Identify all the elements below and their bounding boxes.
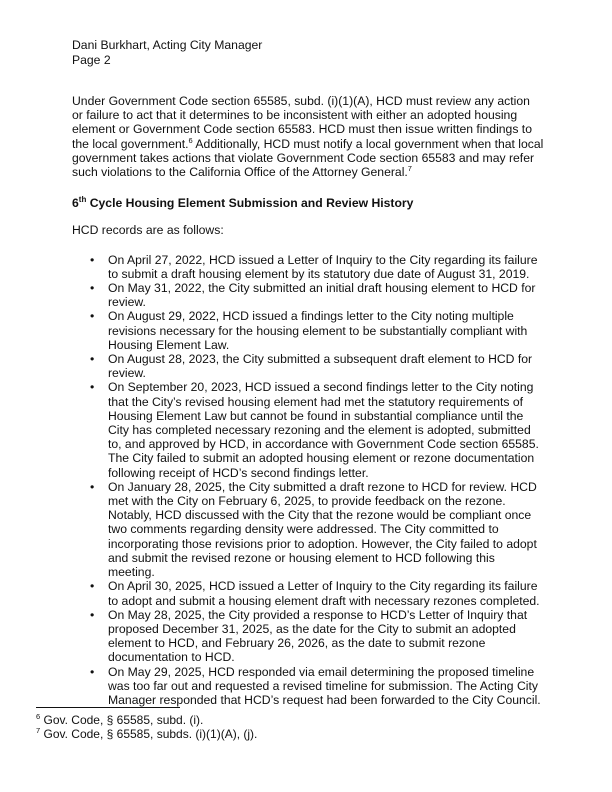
intro-paragraph-text-2: Additionally, HCD must notify a local government when that local government takes actions that violate Government Code section 65583 and may refer such violations to the California Office of the Attorney General. bbox=[72, 136, 544, 180]
list-item-text: On August 28, 2023, the City submitted a subsequent draft element to HCD for review. bbox=[108, 352, 533, 381]
list-item-text: On January 28, 2025, the City submitted a draft rezone to HCD for review. HCD met with the City on February 6, 2025, to provide feedback on the rezone. Notably, HCD discussed with the City that the rezone would be compliant once two comments regarding density were addressed. The City committed to incorporating those revisions prior to adoption. However, the City failed to adopt and submit the revised rezone or housing element to HCD following this meeting. bbox=[108, 479, 537, 580]
section-heading-number: 6 bbox=[72, 196, 79, 211]
page-header bbox=[72, 38, 262, 67]
header-page-number: Page 2 bbox=[72, 52, 111, 67]
footnotes bbox=[36, 713, 257, 741]
list-item bbox=[72, 608, 544, 665]
list-item bbox=[72, 665, 544, 708]
bullet-marker: • bbox=[90, 252, 95, 267]
section-heading-ordinal: th bbox=[78, 195, 87, 205]
footnote-number: 7 bbox=[36, 726, 41, 735]
footnote-text: Gov. Code, § 65585, subd. (i). bbox=[40, 713, 204, 727]
bullet-marker: • bbox=[90, 579, 95, 594]
history-list bbox=[72, 253, 544, 708]
list-item-text: On May 28, 2025, the City provided a response to HCD’s Letter of Inquiry that proposed December 31, 2025, as the date for the City to submit an adopted element to HCD, and February 26, 2026, as the date to submit rezone documentation to HCD. bbox=[108, 607, 528, 665]
bullet-marker: • bbox=[90, 309, 95, 324]
footnote-divider bbox=[36, 707, 180, 708]
bullet-marker: • bbox=[90, 352, 95, 367]
bullet-marker: • bbox=[90, 607, 95, 622]
list-item-text: On May 29, 2025, HCD responded via email determining the proposed timeline was too far out and requested a revised timeline for submission. The Acting City Manager responded that HCD’s request had been forwarded to the City Council. bbox=[108, 664, 541, 707]
list-item-text: On September 20, 2023, HCD issued a second findings letter to the City noting that the City’s revised housing element had met the statutory requirements of Housing Element Law but cannot be found in substantial compliance until the City has completed necessary rezoning and the element is adopted, submitted to, and approved by HCD, in accordance with Government Code section 65585. The City failed to submit an adopted housing element or rezone documentation following receipt of HCD’s second findings letter. bbox=[108, 380, 539, 480]
list-item bbox=[72, 281, 544, 309]
footnote-number: 6 bbox=[36, 712, 41, 721]
section-heading-text: Cycle Housing Element Submission and Review History bbox=[86, 196, 414, 211]
list-item bbox=[72, 352, 544, 380]
section-heading bbox=[72, 196, 544, 210]
list-item-text: On May 31, 2022, the City submitted an initial draft housing element to HCD for review. bbox=[108, 281, 536, 310]
footnote-ref-6: 6 bbox=[188, 135, 193, 145]
letter-body bbox=[72, 94, 544, 707]
intro-paragraph bbox=[72, 94, 544, 179]
list-item bbox=[72, 480, 544, 579]
list-item bbox=[72, 579, 544, 607]
list-item bbox=[72, 309, 544, 352]
footnote-text: Gov. Code, § 65585, subds. (i)(1)(A), (j). bbox=[40, 727, 258, 741]
list-item bbox=[72, 380, 544, 479]
footnote-ref-7: 7 bbox=[407, 163, 412, 173]
list-item-text: On April 30, 2025, HCD issued a Letter of Inquiry to the City regarding its failure to adopt and submit a housing element draft with necessary rezones completed. bbox=[108, 579, 540, 608]
bullet-marker: • bbox=[90, 281, 95, 296]
list-item-text: On August 29, 2022, HCD issued a findings letter to the City noting multiple revisions necessary for the housing element to be substantially compliant with Housing Element Law. bbox=[108, 309, 528, 352]
bullet-marker: • bbox=[90, 380, 95, 395]
records-intro: HCD records are as follows: bbox=[72, 223, 224, 238]
header-recipient: Dani Burkhart, Acting City Manager bbox=[72, 38, 263, 52]
list-item-text: On April 27, 2022, HCD issued a Letter of Inquiry to the City regarding its failure to submit a draft housing element by its statutory due date of August 31, 2019. bbox=[108, 252, 538, 281]
footnote-7 bbox=[36, 727, 257, 741]
bullet-marker: • bbox=[90, 479, 95, 494]
footnote-6 bbox=[36, 713, 257, 727]
intro-paragraph-text: Under Government Code section 65585, subd. (i)(1)(A), HCD must review any action or failure to act that it determines to be inconsistent with either an adopted housing element or Government Code section 65583. HCD must then issue written findings to the local government. bbox=[72, 94, 532, 151]
list-item bbox=[72, 253, 544, 281]
bullet-marker: • bbox=[90, 664, 95, 679]
